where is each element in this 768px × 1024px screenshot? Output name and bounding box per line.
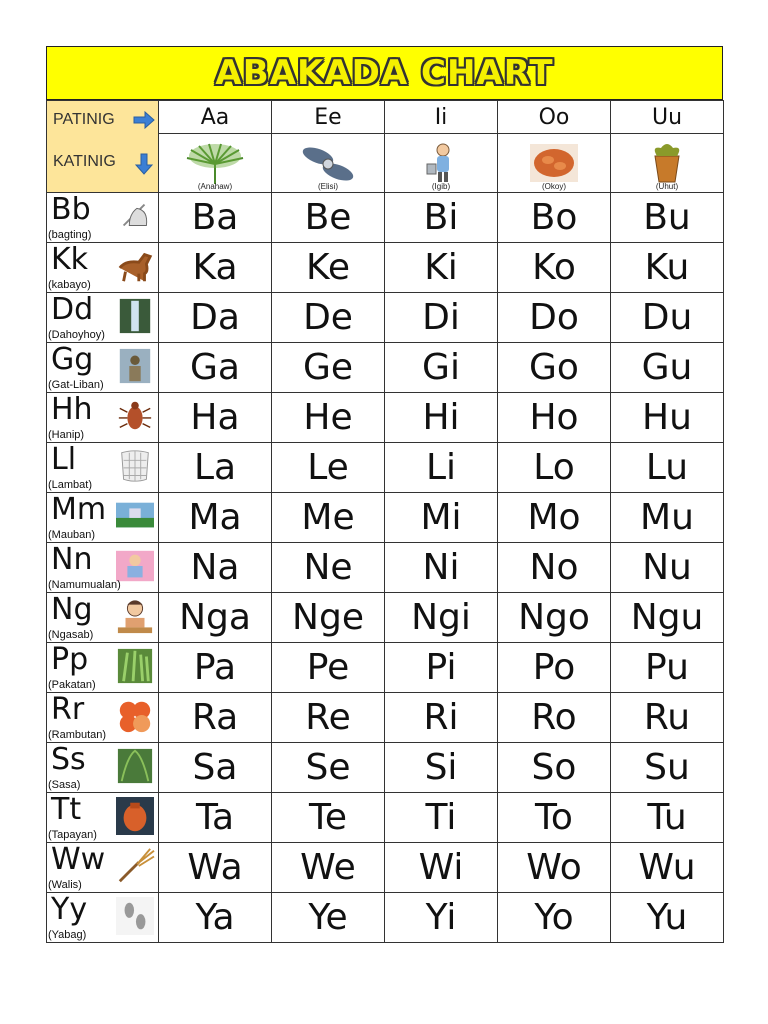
consonant-row [47,793,724,843]
syllable-cell: Wu [611,843,724,893]
consonant-cell [47,493,159,543]
consonant-row [47,493,724,543]
syllable-cell: Ho [498,393,611,443]
consonant-word: (Sasa) [48,779,81,791]
vowel-word: (Igib) [431,182,451,191]
consonant-letter: Nn [51,542,93,577]
consonant-word: (Lambat) [48,479,93,491]
consonant-cell [47,793,159,843]
consonant-cell [47,893,159,943]
syllable-cell: Di [385,293,498,343]
syllable-cell: Tu [611,793,724,843]
horse-icon [115,247,155,285]
consonant-cell [47,743,159,793]
katinig-label: KATINIG [53,153,116,170]
syllable-cell: Da [159,293,272,343]
consonant-word: (Tapayan) [48,829,97,841]
consonant-letter: Pp [51,642,89,677]
syllable-cell: Nga [159,593,272,643]
consonant-letter: Dd [51,292,94,327]
syllable-cell: Go [498,343,611,393]
syllable-cell: Ha [159,393,272,443]
consonant-letter: Hh [51,392,93,427]
syllable-cell: Ngu [611,593,724,643]
syllable-cell: Na [159,543,272,593]
consonant-row [47,543,724,593]
consonant-row [47,643,724,693]
vowel-e: Ee [272,101,385,134]
syllable-cell: De [272,293,385,343]
anahaw-palm-icon [185,142,245,186]
vowel-word: (Elisi) [318,182,338,191]
statue-icon [115,347,155,385]
vowel-word: (Okoy) [542,182,566,191]
consonant-row [47,843,724,893]
syllable-cell: To [498,793,611,843]
syllable-cell: No [498,543,611,593]
vowel-a: Aa [159,101,272,134]
consonant-letter: Ng [51,592,93,627]
syllable-cell: Wo [498,843,611,893]
syllable-cell: Nu [611,543,724,593]
syllable-cell: Ngo [498,593,611,643]
consonant-cell [47,293,159,343]
syllable-cell: Yo [498,893,611,943]
vowel-picture-cell [611,134,724,193]
consonant-cell [47,343,159,393]
abakada-chart [46,46,723,943]
syllable-cell: Lu [611,443,724,493]
consonant-cell [47,643,159,693]
consonant-row [47,293,724,343]
consonant-letter: Mm [51,492,107,527]
vowel-o: Oo [498,101,611,134]
consonant-word: (Gat-Liban) [48,379,104,391]
consonant-word: (Rambutan) [48,729,107,741]
consonant-letter: Ss [51,742,86,777]
syllable-cell: Mo [498,493,611,543]
chart-title: ABAKADA CHART [46,46,723,100]
consonant-row [47,593,724,643]
consonant-cell [47,693,159,743]
syllable-cell: Ra [159,693,272,743]
consonant-row [47,443,724,493]
syllable-cell: Se [272,743,385,793]
consonant-row [47,243,724,293]
consonant-cell [47,443,159,493]
child-eating-icon [115,597,155,635]
propeller-icon [298,142,358,186]
consonant-letter: Bb [51,192,91,227]
waterfall-icon [115,297,155,335]
consonant-row [47,343,724,393]
clay-jar-icon [115,797,155,835]
consonant-row [47,193,724,243]
net-icon [115,447,155,485]
syllable-cell: Gu [611,343,724,393]
syllable-cell: Ge [272,343,385,393]
consonant-letter: Ww [51,842,106,877]
syllable-cell: Ya [159,893,272,943]
syllable-cell: Ki [385,243,498,293]
syllable-cell: Su [611,743,724,793]
plants-icon [115,647,155,685]
rambutan-icon [115,697,155,735]
consonant-row [47,743,724,793]
syllable-cell: We [272,843,385,893]
syllable-cell: Sa [159,743,272,793]
syllable-cell: Bi [385,193,498,243]
syllable-cell: Si [385,743,498,793]
syllable-cell: Li [385,443,498,493]
syllable-cell: Re [272,693,385,743]
consonant-letter: Rr [51,692,85,727]
patinig-katinig-corner [47,101,159,193]
vowel-i: Ii [385,101,498,134]
consonant-letter: Ll [51,442,77,477]
syllable-cell: Le [272,443,385,493]
consonant-row [47,893,724,943]
consonant-word: (bagting) [48,229,92,241]
syllable-cell: Yu [611,893,724,943]
syllable-cell: Mi [385,493,498,543]
syllable-cell: Pe [272,643,385,693]
vowel-u: Uu [611,101,724,134]
syllable-cell: Ti [385,793,498,843]
consonant-letter: Tt [51,792,82,827]
consonant-letter: Yy [51,892,88,927]
syllable-cell: Yi [385,893,498,943]
consonant-word: (Pakatan) [48,679,96,691]
vowel-picture-cell [272,134,385,193]
consonant-word: (Walis) [48,879,82,891]
consonant-word: (Dahoyhoy) [48,329,105,341]
consonant-letter: Gg [51,342,94,377]
broom-icon [115,847,155,885]
arrow-right-icon [133,111,155,129]
arrow-down-icon [135,153,153,175]
bell-icon [115,197,155,235]
syllable-cell: Ta [159,793,272,843]
syllable-cell: Ga [159,343,272,393]
town-icon [115,497,155,535]
okoy-fritter-icon [524,142,584,186]
syllable-cell: Ni [385,543,498,593]
syllable-cell: Bo [498,193,611,243]
consonant-word: (Hanip) [48,429,85,441]
plant-pot-icon [637,142,697,186]
syllable-cell: Nge [272,593,385,643]
consonant-cell [47,393,159,443]
consonant-cell [47,243,159,293]
syllable-table [46,100,724,943]
consonant-word: (Namumualan) [48,579,121,591]
syllable-cell: Du [611,293,724,343]
vowel-word: (Uhut) [655,182,679,191]
vowel-picture-cell [159,134,272,193]
syllable-cell: Mu [611,493,724,543]
footprints-icon [115,897,155,935]
syllable-cell: Hu [611,393,724,443]
syllable-cell: Te [272,793,385,843]
syllable-cell: Ri [385,693,498,743]
syllable-cell: Po [498,643,611,693]
vowel-picture-cell [498,134,611,193]
syllable-cell: La [159,443,272,493]
person-icon [115,547,155,585]
syllable-cell: Wa [159,843,272,893]
bug-icon [115,397,155,435]
syllable-cell: Be [272,193,385,243]
consonant-word: (Mauban) [48,529,96,541]
syllable-cell: He [272,393,385,443]
syllable-cell: Ngi [385,593,498,643]
consonant-row [47,693,724,743]
syllable-cell: Bu [611,193,724,243]
consonant-letter: Kk [51,242,89,277]
consonant-row [47,393,724,443]
syllable-cell: Ne [272,543,385,593]
vowel-word: (Anahaw) [197,182,233,191]
syllable-cell: Me [272,493,385,543]
syllable-cell: Do [498,293,611,343]
syllable-cell: Lo [498,443,611,493]
consonant-word: (Ngasab) [48,629,94,641]
boy-fetching-water-icon [411,142,471,186]
syllable-cell: Ko [498,243,611,293]
syllable-cell: Pu [611,643,724,693]
syllable-cell: Ru [611,693,724,743]
vowel-picture-cell [385,134,498,193]
syllable-cell: Ro [498,693,611,743]
syllable-cell: So [498,743,611,793]
syllable-cell: Ku [611,243,724,293]
syllable-cell: Ke [272,243,385,293]
consonant-cell [47,843,159,893]
syllable-cell: Ba [159,193,272,243]
patinig-label: PATINIG [53,111,115,128]
consonant-word: (Yabag) [48,929,87,941]
consonant-cell [47,593,159,643]
syllable-cell: Ka [159,243,272,293]
syllable-cell: Hi [385,393,498,443]
syllable-cell: Gi [385,343,498,393]
syllable-cell: Ma [159,493,272,543]
consonant-cell [47,543,159,593]
syllable-cell: Ye [272,893,385,943]
nipa-palm-icon [115,747,155,785]
syllable-cell: Wi [385,843,498,893]
consonant-cell [47,193,159,243]
syllable-cell: Pa [159,643,272,693]
syllable-cell: Pi [385,643,498,693]
consonant-word: (kabayo) [48,279,91,291]
